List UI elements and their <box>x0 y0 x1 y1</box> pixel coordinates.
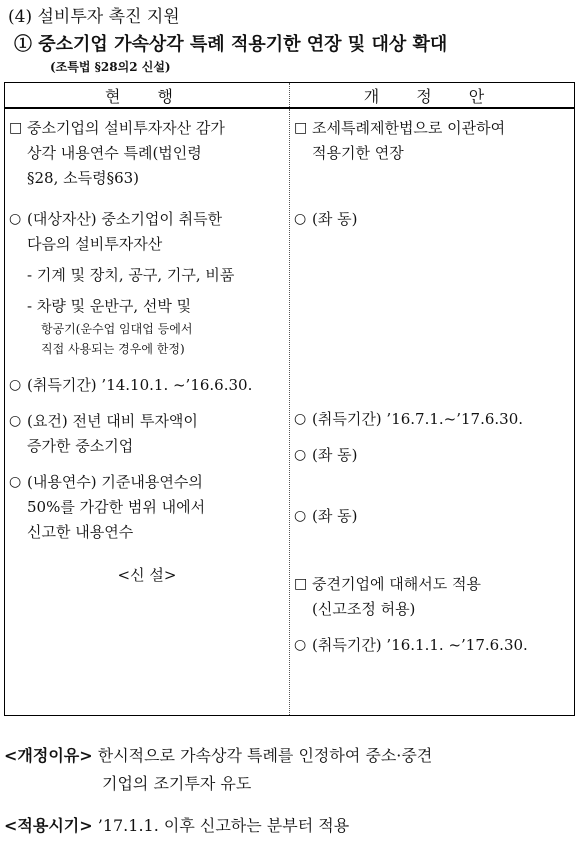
revision-reason <box>4 742 432 798</box>
new-provision-label: <신 설> <box>117 566 177 584</box>
proposed-item-6: 중견기업에 대해서도 적용 (신고조정 허용) <box>312 575 481 618</box>
circle-bullet-icon: ○ <box>294 447 307 463</box>
circle-bullet-icon: ○ <box>294 411 307 427</box>
document-title: ① 중소기업 가속상각 특례 적용기한 연장 및 대상 확대 <box>14 34 448 55</box>
current-item-3: - 기계 및 장치, 공구, 기구, 비품 <box>27 266 235 284</box>
proposed-column <box>290 108 575 716</box>
current-item-6: (요건) 전년 대비 투자액이 증가한 중소기업 <box>27 412 198 455</box>
circle-bullet-icon: ○ <box>294 637 307 653</box>
proposed-item-1: 조세특례제한법으로 이관하여 적용기한 연장 <box>312 119 506 162</box>
circle-bullet-icon: ○ <box>9 474 22 490</box>
comparison-table <box>4 82 575 716</box>
proposed-item-5: (좌 동) <box>312 507 358 525</box>
circle-bullet-icon: ○ <box>294 211 307 227</box>
current-column <box>5 108 290 716</box>
reason-text-line1: 한시적으로 가속상각 특례를 인정하여 중소·중견 <box>97 746 433 765</box>
current-item-2: (대상자산) 중소기업이 취득한 다음의 설비투자자산 <box>27 210 223 253</box>
effective-date <box>4 812 349 840</box>
proposed-item-7: (취득기간) ’16.1.1. ~’17.6.30. <box>312 636 528 654</box>
circle-bullet-icon: ○ <box>9 413 22 429</box>
proposed-item-4: (좌 동) <box>312 446 358 464</box>
proposed-item-3: (취득기간) ’16.7.1.~’17.6.30. <box>312 410 524 428</box>
current-item-4: - 차량 및 운반구, 선박 및 항공기(운수업 임대업 등에서 직접 사용되는 경우에 한정) <box>27 297 193 356</box>
square-bullet-icon: □ <box>294 120 308 136</box>
section-heading: (4) 설비투자 촉진 지원 <box>8 7 180 27</box>
proposed-item-2: (좌 동) <box>312 210 358 228</box>
reason-label: <개정이유> <box>4 746 93 765</box>
square-bullet-icon: □ <box>9 120 23 136</box>
current-item-7: (내용연수) 기준내용연수의 50%를 가감한 범위 내에서 신고한 내용연수 <box>27 473 206 541</box>
circle-bullet-icon: ○ <box>9 211 22 227</box>
effective-text: ’17.1.1. 이후 신고하는 분부터 적용 <box>97 816 350 835</box>
square-bullet-icon: □ <box>294 576 308 592</box>
circle-bullet-icon: ○ <box>294 508 307 524</box>
reason-text-line2: 기업의 조기투자 유도 <box>102 774 252 793</box>
current-item-5: (취득기간) ’14.10.1. ~’16.6.30. <box>27 376 253 394</box>
circle-bullet-icon: ○ <box>9 377 22 393</box>
effective-label: <적용시기> <box>4 816 93 835</box>
column-header-current: 현 행 <box>5 83 290 109</box>
legal-reference: (조특법 §28의2 신설) <box>50 60 171 74</box>
column-header-proposed: 개 정 안 <box>290 83 575 109</box>
current-item-1: 중소기업의 설비투자자산 감가 상각 내용연수 특례(법인령 §28, 소득령§63) <box>27 119 225 187</box>
